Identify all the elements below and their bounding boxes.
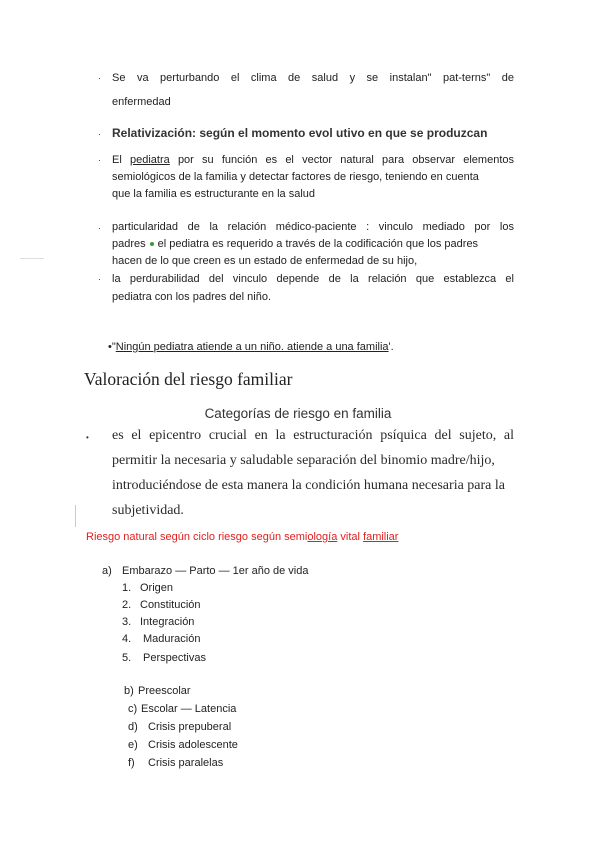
section-subheading: Categorías de riesgo en familia bbox=[204, 406, 392, 421]
list-item-text: Preescolar bbox=[138, 685, 191, 697]
list-item bbox=[128, 738, 238, 753]
quote-mark: " bbox=[111, 341, 116, 353]
red-heading-line bbox=[86, 530, 398, 545]
bullet: · bbox=[98, 73, 101, 83]
list-item-text: Perspectivas bbox=[143, 652, 206, 664]
list-item-text: Origen bbox=[140, 582, 174, 594]
list-item bbox=[128, 720, 231, 735]
paragraph-line: subjetividad. bbox=[112, 503, 184, 518]
list-number: 3. bbox=[122, 616, 132, 628]
bullet: • bbox=[108, 341, 112, 353]
text-segment: por su función es el vector natural para observar elementos bbox=[169, 154, 514, 166]
text-segment: Riesgo natural según ciclo riesgo según semi bbox=[86, 531, 308, 543]
paragraph-line: Se va perturbando el clima de salud y se instalan" pat-terns" de bbox=[112, 72, 514, 84]
paragraph-line: pediatra con los padres del niño. bbox=[112, 291, 271, 303]
list-item bbox=[122, 651, 206, 666]
list-marker: f) bbox=[128, 757, 135, 769]
list-marker: c) bbox=[128, 703, 138, 715]
quote-text: Ningún pediatra atiende a un niño. atiende a una familia bbox=[115, 341, 389, 353]
text-segment: el pediatra es requerido a través de la codificación que los padres bbox=[157, 238, 479, 250]
bullet: · bbox=[98, 155, 101, 165]
list-marker: d) bbox=[128, 721, 138, 733]
list-item bbox=[122, 598, 201, 613]
text-segment: padres bbox=[112, 238, 146, 250]
bullet: · bbox=[98, 129, 101, 139]
text-segment-underlined: familiar bbox=[363, 531, 399, 543]
paragraph-line: la perdurabilidad del vinculo depende de la relación que establezca el bbox=[112, 273, 514, 285]
quote-line bbox=[108, 340, 394, 355]
list-number: 5. bbox=[122, 652, 132, 664]
paragraph-line: semiológicos de la familia y detectar factores de riesgo, teniendo en cuenta bbox=[112, 171, 479, 183]
list-item bbox=[128, 756, 223, 771]
bullet: · bbox=[98, 223, 101, 233]
margin-mark bbox=[20, 258, 44, 259]
list-item-text: Crisis adolescente bbox=[148, 739, 238, 751]
list-item-text: Constitución bbox=[140, 599, 201, 611]
list-item bbox=[122, 632, 200, 647]
list-number: 2. bbox=[122, 599, 132, 611]
text-segment-underlined: ología bbox=[307, 531, 338, 543]
text-segment: El bbox=[112, 154, 130, 166]
list-item-text: Maduración bbox=[143, 633, 201, 645]
list-marker: b) bbox=[124, 685, 134, 697]
paragraph-line: permitir la necesaria y saludable separación del binomio madre/hijo, bbox=[112, 453, 495, 468]
list-number: 4. bbox=[122, 633, 132, 645]
list-item bbox=[122, 615, 194, 630]
text-segment: vital bbox=[337, 531, 364, 543]
paragraph-line-bold: Relativización: según el momento evol utivo en que se produzcan bbox=[112, 126, 488, 140]
list-number: 1. bbox=[122, 582, 132, 594]
list-label: Embarazo — Parto — 1er año de vida bbox=[122, 565, 309, 577]
list-item-text: Crisis paralelas bbox=[148, 757, 224, 769]
paragraph-line: particularidad de la relación médico-paciente : vinculo mediado por los bbox=[112, 221, 514, 233]
list-item bbox=[122, 581, 173, 596]
paragraph-line: introduciéndose de esta manera la condición humana necesaria para la bbox=[112, 478, 505, 493]
list-item-text: Integración bbox=[140, 616, 195, 628]
list-item-text: Escolar — Latencia bbox=[141, 703, 237, 715]
list-item bbox=[128, 702, 236, 717]
list-item bbox=[124, 684, 191, 699]
list-marker: e) bbox=[128, 739, 138, 751]
paragraph-line bbox=[112, 237, 514, 252]
quote-mark: '. bbox=[388, 341, 394, 353]
bullet: • bbox=[86, 433, 89, 442]
green-dot-icon bbox=[150, 242, 154, 246]
pediatra-link[interactable]: pediatra bbox=[129, 154, 170, 166]
paragraph-line: es el epicentro crucial en la estructuración psíquica del sujeto, al bbox=[112, 428, 514, 443]
paragraph-line bbox=[112, 153, 514, 168]
paragraph-line: hacen de lo que creen es un estado de enfermedad de su hijo, bbox=[112, 255, 418, 267]
list-item-text: Crisis prepuberal bbox=[148, 721, 232, 733]
margin-mark bbox=[75, 505, 76, 527]
paragraph-line: que la familia es estructurante en la salud bbox=[112, 188, 316, 200]
list-marker: a) bbox=[102, 565, 112, 577]
list-heading bbox=[102, 564, 308, 579]
section-heading: Valoración del riesgo familiar bbox=[84, 369, 293, 389]
paragraph-line: enfermedad bbox=[112, 96, 171, 108]
bullet: · bbox=[98, 274, 101, 284]
